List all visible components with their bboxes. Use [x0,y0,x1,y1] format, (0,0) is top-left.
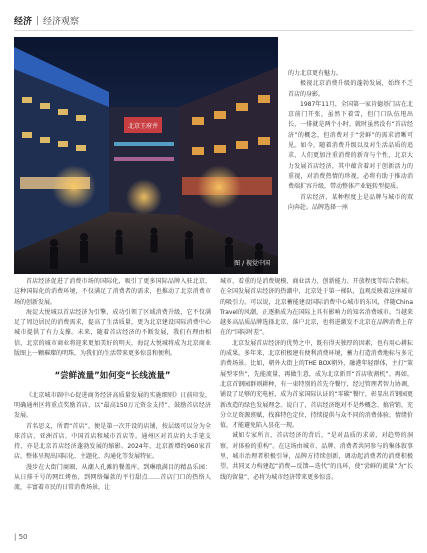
column-name: 经济观察 [43,16,80,27]
paragraph: 首名思义，所谓“首店”，便是第一次开设的店铺，按层级可以分为全球首店、亚洲首店、中国首店和城市首店等。通州区对首店的大手笔支持，亦是北京首店经济蓬勃发展的缩影。2024年，北京新增约960家首店，整体呈现出国际化、主题化、沟通化等发展特征。 [14,422,211,461]
article-column-left [14,277,211,494]
paragraph: 城市，看重的是消费规模、商业活力、创新能力、开放程度等综合指标，在全国发展首店经济的热潮中，北京处于第一梯队，直观反映着这座城市的吸引力。可以说，北京蓄能建设国际消费中心城市的东风，伴随China Travel的风潮，正逐渐成为在国际上具有影响力的知名消费城市。当越来越多高品质品牌选择北京、落户北京，也将进激发不北京在品牌消费上存在的“国际时差”。 [220,278,413,337]
shop-sign-text: 北京王府井 [127,123,159,130]
paragraph: 海淀大悦城以首店经济为引擎，成功引领了区域消费升级，它不仅满足了周边居民的消费需求，提高了生活质量，更为北京建设国际消费中心城市提供了有力支撑。未来，随着首店经济的不断发展，我们有理由相信，北京的城市商业将迎来更加美好的明天，海淀大悦城将成为北京商业版图上一颗璀璨的明珠，为我们的生活带来更多惊喜和便利。 [14,308,211,358]
article-column-upper-right [288,69,413,213]
paragraph: 的力北京更有魅力。 [288,70,343,77]
header-rule [14,30,413,31]
section-subheading: “尝鲜流量”如何变“长线流量” [54,371,171,382]
photo-credit: 图 / 视觉中国 [234,260,270,267]
page-number: | 50 [14,533,28,541]
section-name: 经济 [14,16,33,27]
night-street-illustration [14,37,278,274]
header-divider [37,16,38,25]
paragraph: 1987年11月，全国第一家肯德基门店在北京前门开张，虽然下着雪，但门口队伍甩出长，一排就是两个小时，就时虽然没有“首店经济”的概念，但消费对于“尝鲜”的需求清晰可见。如今，随着消费升级以及对生活品质的追求，人们更加注重消费的新奇与个性，北京大力发展首店经济，其中蕴含着对于创新活力的重视，对消费热情的珍视，必将有助于推动消费端扩容升级，带动整体产业链转型提质。 [288,100,413,191]
paragraph: 《北京城市副中心促进商务经济高质量发展的实施细则》日前印发，明确通州区将重点奖励首店，以“最高150万元资金支持”，鼓励首店经济发展。 [14,391,211,420]
paragraph: 诚如专家所言，首店经济的背后，“是对品质的求诺，对趋势的洞察，对体验的重构”。在这场由城市、品牌、消费者共同参与的集体叙事里，城市治理者积极引导，品牌方持续创新，调动起消费者的消费积极望，共同叉力构建起“消费—反馈—迭代”的良环，使“尝鲜的流量”为“长线的留量”，必将为城市经济带来更多惊喜。 [220,432,413,481]
article-column-right [220,277,413,483]
paragraph: 首店经济促进了消费市场的国际化，吸引了更多国际品牌入驻北京，这种国际化的消费环境，不仅满足了消费者的需求，也推动了北京消费市场的创新发展。 [14,278,211,306]
street-photo [14,37,278,274]
page-header [14,13,79,27]
paragraph: 北京发展首店经济的优势之中，既有得天独厚的因素，也有用心耕耘的成果。多年来，北京积极建有便利消费环境，蓄力打造消费地标与多元消费场景。比如，朝外大街上的THE BOX朝外，融港年轻群体，主打“策展型零售”，先能流量，再做生意，成为北京新晋“首店收割机”。再如，北京首钢园群则耕种，有一束特别的首先夺餐厅，经过管理者智力协调，铺设了足够的充电桩，成为首家国际认证的“零碳”餐厅，彰显出首钢园更新改造的绿色发展理念。说白了，首店经济绝对不是炒概念、搞营销，充分立足资源禀赋，找准特色定位，持续提供与众不同的消费体验、情绪价值，才能避免陷入昙花一现。 [220,339,413,430]
paragraph: 首店经济，某种程度上是品牌与城市的双向奔赴。品牌选择一座 [288,193,413,211]
paragraph: 极视北京消费升级的蓬勃发展，始终不乏首店的身影。 [288,80,413,98]
paragraph: 漫步在大街门商圈，从潮人孔滩的餐盖库，到琳琅满目的精品乐园：从日排千号的网红烤鱼，到网络爆款的平行甜点……首店门口的热络人流，丰富着市民的日常消费场景，让 [14,463,211,492]
